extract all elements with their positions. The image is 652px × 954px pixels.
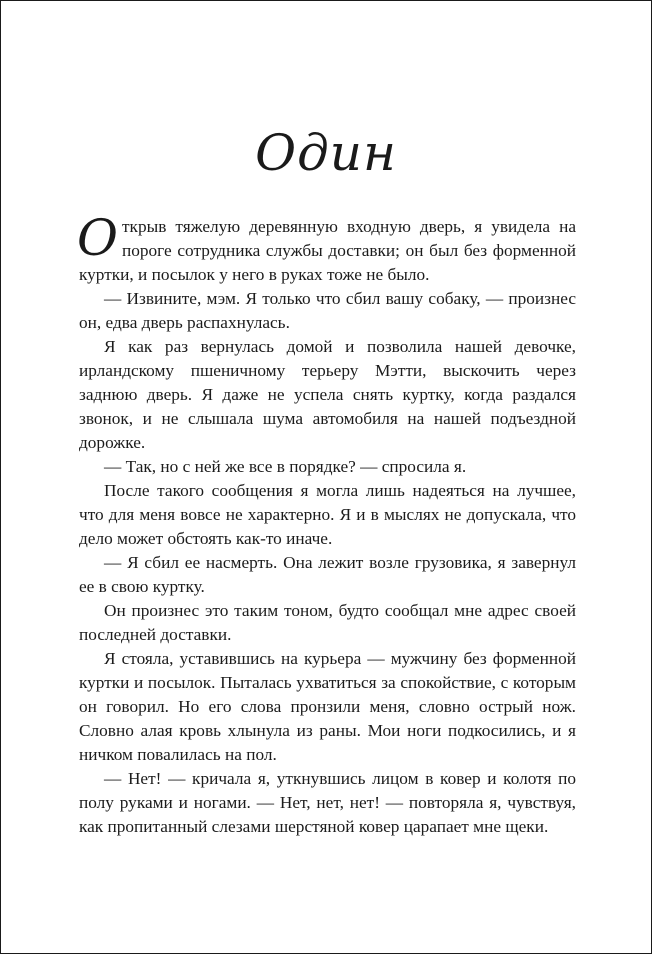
paragraph-text: ткрыв тяжелую деревянную входную дверь, я увидела на пороге сотрудника службы доставки; он был без форменной куртки, и посылок у него в руках тоже не было. — [79, 217, 576, 284]
paragraph: Он произнес это таким тоном, будто сообщал мне адрес своей последней доставки. — [79, 601, 576, 644]
paragraph: Я как раз вернулась домой и позволила нашей девочке, ирландскому пшеничному терьеру Мэтти, выскочить через заднюю дверь. Я даже не успела снять куртку, когда раздался звонок, и не слышала шума автомобиля на нашей подъездной дорожке. — [79, 337, 576, 452]
paragraph: После такого сообщения я могла лишь надеяться на лучшее, что для меня вовсе не характерно. Я и в мыслях не допускала, что дело может обстоять как-то иначе. — [79, 481, 576, 548]
paragraph — [77, 209, 576, 287]
paragraph: Я стояла, уставившись на курьера — мужчину без форменной куртки и посылок. Пыталась ухватиться за спокойствие, с которым он говорил. Но его слова пронзили меня, словно острый нож. Словно алая кровь хлынула из раны. Мои ноги подкосились, и я ничком повалилась на пол. — [79, 649, 576, 764]
paragraph: — Извините, мэм. Я только что сбил вашу собаку, — произнес он, едва дверь распахнулась. — [79, 289, 576, 332]
paragraph: — Так, но с ней же все в порядке? — спросила я. — [104, 457, 467, 476]
chapter-text — [77, 209, 576, 839]
paragraph: — Я сбил ее насмерть. Она лежит возле грузовика, я завернул ее в свою куртку. — [79, 553, 576, 596]
paragraph: — Нет! — кричала я, уткнувшись лицом в ковер и колотя по полу руками и ногами. — Нет, нет, нет! — повторяла я, чувствуя, как пропитанный слезами шерстяной ковер царапает мне щеки. — [79, 769, 576, 836]
drop-cap: О — [77, 209, 118, 267]
chapter-title: Один — [255, 124, 397, 182]
